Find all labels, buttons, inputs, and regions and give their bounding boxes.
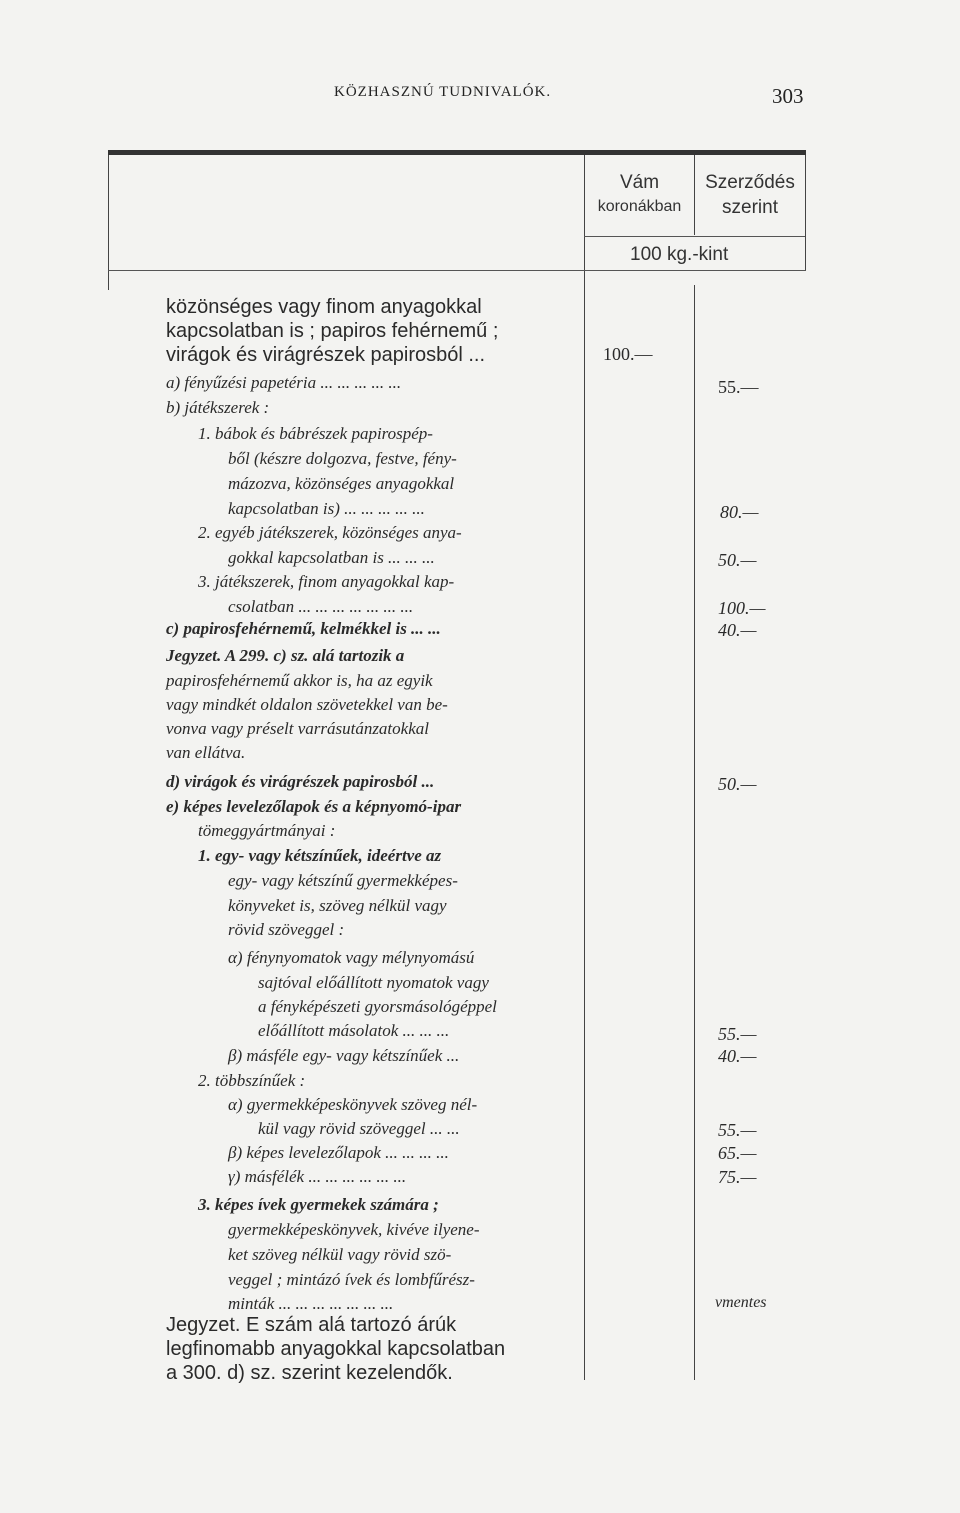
item-e3: 3. képes ívek gyermekek számára ; <box>198 1195 439 1214</box>
table-top-rule <box>108 150 806 155</box>
item-c: c) papirosfehérnemű, kelmékkel is ... ... <box>166 619 441 638</box>
item-b3: 3. játékszerek, finom anyagokkal kap- <box>198 572 455 591</box>
value-c: 40.— <box>718 620 757 640</box>
item-e3: minták ... ... ... ... ... ... ... <box>228 1294 394 1313</box>
intro-line: kapcsolatban is ; papiros fehérnemű ; <box>166 320 499 342</box>
item-e2-beta: β) képes levelezőlapok ... ... ... ... <box>228 1143 449 1162</box>
item-e2-alpha: α) gyermekképeskönyvek szöveg nél- <box>228 1095 478 1114</box>
item-e1-alpha: a fényképészeti gyorsmásológéppel <box>258 997 497 1016</box>
vam-value: 100.— <box>603 344 653 364</box>
item-e1: rövid szöveggel : <box>228 920 345 939</box>
value-e2-beta: 65.— <box>718 1143 757 1163</box>
value-b1: 80.— <box>720 502 759 522</box>
value-e3: vmentes <box>715 1294 767 1311</box>
item-e2: 2. többszínűek : <box>198 1071 306 1090</box>
item-e3: gyermekképeskönyvek, kivéve ilyene- <box>228 1220 480 1239</box>
item-b2: 2. egyéb játékszerek, közönséges anya- <box>198 523 462 542</box>
item-e: e) képes levelezőlapok és a képnyomó-ipar <box>166 797 462 816</box>
item-e1: könyveket is, szöveg nélkül vagy <box>228 896 447 915</box>
vam-heading: Vám <box>619 172 660 193</box>
item-b1: kapcsolatban is) ... ... ... ... ... <box>228 499 425 518</box>
column-divider-description <box>584 155 585 1380</box>
item-b3: csolatban ... ... ... ... ... ... ... <box>228 597 414 616</box>
value-e2-gamma: 75.— <box>718 1167 757 1187</box>
head-bottom-rule <box>108 270 806 271</box>
note-line: vonva vagy préselt varrásutánzatokkal <box>166 719 429 738</box>
item-e2-alpha: kül vagy rövid szöveggel ... ... <box>258 1119 460 1138</box>
final-note: Jegyzet. E szám alá tartozó árúk <box>166 1314 457 1336</box>
item-b2: gokkal kapcsolatban is ... ... ... <box>228 548 435 567</box>
vam-subheading: koronákban <box>597 198 682 215</box>
item-b1: 1. bábok és bábrészek papirospép- <box>198 424 433 443</box>
column-divider-head <box>694 155 695 235</box>
item-a: a) fényűzési papetéria ... ... ... ... ... <box>166 373 402 392</box>
final-note: a 300. d) sz. szerint kezelendők. <box>166 1362 453 1384</box>
item-e1-alpha: előállított másolatok ... ... ... <box>258 1021 450 1040</box>
value-e1-beta: 40.— <box>718 1046 757 1066</box>
item-e1-alpha: sajtóval előállított nyomatok vagy <box>258 973 489 992</box>
value-e1-alpha: 55.— <box>718 1024 757 1044</box>
note-line: van ellátva. <box>166 743 246 762</box>
value-d: 50.— <box>718 774 757 794</box>
item-e1-alpha: α) fénynyomatok vagy mélynyomású <box>228 948 475 967</box>
item-b: b) játékszerek : <box>166 398 270 417</box>
szerzodes-heading: Szerződés <box>705 172 795 193</box>
item-e2-gamma: γ) másfélék ... ... ... ... ... ... <box>228 1167 407 1186</box>
unit-label: 100 kg.-kint <box>630 244 729 265</box>
item-b1: ből (készre dolgozva, festve, fény- <box>228 449 457 468</box>
value-b2: 50.— <box>718 550 757 570</box>
item-e1: 1. egy- vagy kétszínűek, ideértve az <box>198 846 442 865</box>
item-e3: veggel ; mintázó ívek és lombfűrész- <box>228 1270 475 1289</box>
note-line: papirosfehérnemű akkor is, ha az egyik <box>166 671 433 690</box>
value-b3: 100.— <box>718 598 766 618</box>
szerzodes-subheading: szerint <box>722 197 778 218</box>
note-line: Jegyzet. A 299. c) sz. alá tartozik a <box>166 646 405 665</box>
table-right-border <box>805 155 806 270</box>
intro-line: virágok és virágrészek papirosból ... <box>166 344 486 366</box>
item-e: tömeggyártmányai : <box>198 821 336 840</box>
item-b1: mázozva, közönséges anyagokkal <box>228 474 455 493</box>
value-e2-alpha: 55.— <box>718 1120 757 1140</box>
column-divider-values <box>694 285 695 1380</box>
unit-rule <box>584 236 805 237</box>
item-e1-beta: β) másféle egy- vagy kétszínűek ... <box>228 1046 460 1065</box>
running-header: KÖZHASZNÚ TUDNIVALÓK. <box>334 84 552 100</box>
item-e1: egy- vagy kétszínű gyermekképes- <box>228 871 458 890</box>
item-d: d) virágok és virágrészek papirosból ... <box>166 772 435 791</box>
value-a: 55.— <box>718 377 759 397</box>
item-e3: ket szöveg nélkül vagy rövid szö- <box>228 1245 452 1264</box>
intro-line: közönséges vagy finom anyagokkal <box>166 296 482 318</box>
final-note: legfinomabb anyagokkal kapcsolatban <box>166 1338 506 1360</box>
note-line: vagy mindkét oldalon szövetekkel van be- <box>166 695 448 714</box>
page-number: 303 <box>772 84 804 108</box>
